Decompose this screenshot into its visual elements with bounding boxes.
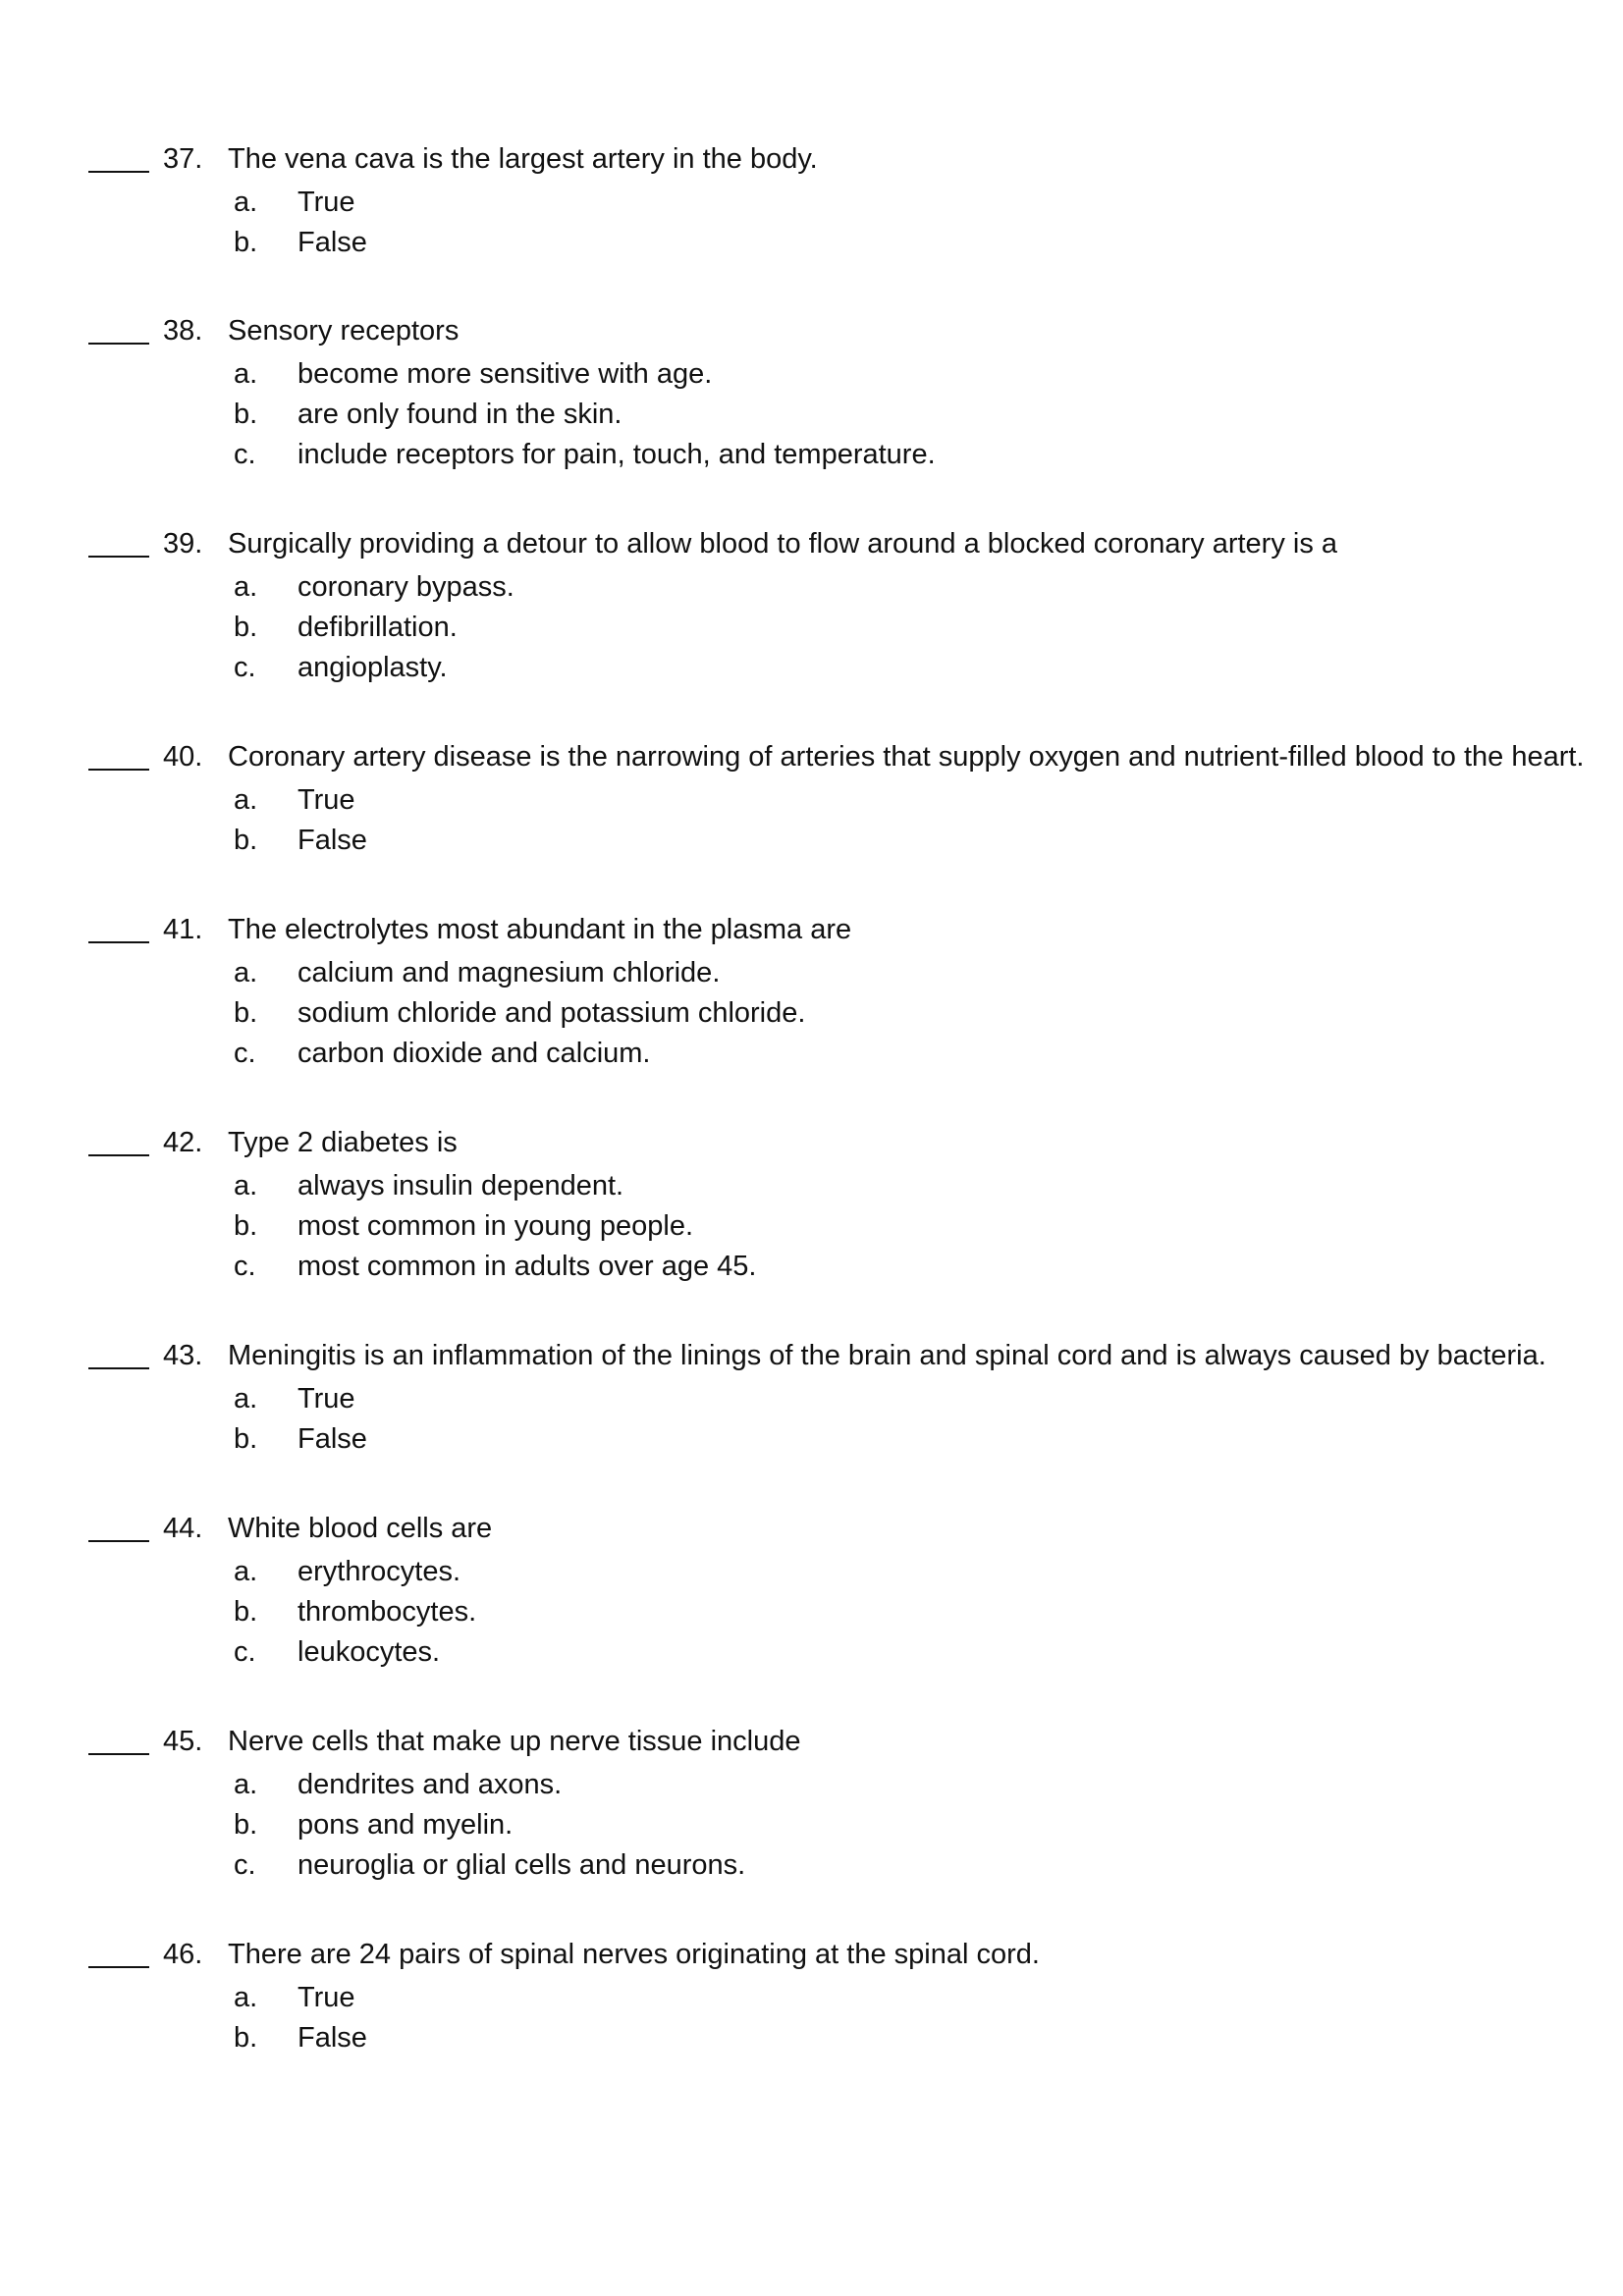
question-line: [0, 311, 1623, 350]
option-list: [0, 1552, 1623, 1673]
option-list: [0, 780, 1623, 861]
question-text: The vena cava is the largest artery in the body.: [228, 143, 818, 175]
option-letter: c.: [234, 1849, 256, 1881]
answer-blank: [88, 343, 149, 345]
answer-blank: [88, 1154, 149, 1156]
option-letter: a.: [234, 957, 258, 988]
option-text: True: [298, 187, 355, 218]
question-number: 44.: [163, 1513, 203, 1544]
question-text: White blood cells are: [228, 1513, 493, 1544]
question-46: [0, 1935, 1623, 2058]
question-number: 45.: [163, 1726, 203, 1757]
option-text: most common in young people.: [298, 1210, 693, 1242]
question-number: 43.: [163, 1340, 203, 1371]
option-b: [0, 2018, 1623, 2058]
option-letter: b.: [234, 1423, 258, 1455]
option-letter: b.: [234, 227, 258, 258]
answer-blank: [88, 1367, 149, 1369]
option-text: are only found in the skin.: [298, 399, 622, 430]
option-letter: a.: [234, 1769, 258, 1800]
question-text: The electrolytes most abundant in the plasma are: [228, 914, 852, 945]
option-text: sodium chloride and potassium chloride.: [298, 997, 806, 1029]
question-37: [0, 139, 1623, 263]
answer-blank: [88, 171, 149, 173]
option-b: [0, 1419, 1623, 1460]
option-letter: b.: [234, 1596, 258, 1628]
question-number: 37.: [163, 143, 203, 175]
option-letter: b.: [234, 997, 258, 1029]
option-text: neuroglia or glial cells and neurons.: [298, 1849, 746, 1881]
option-b: [0, 395, 1623, 435]
question-line: [0, 737, 1623, 776]
option-letter: c.: [234, 1251, 256, 1282]
option-a: [0, 780, 1623, 821]
option-b: [0, 223, 1623, 263]
option-text: include receptors for pain, touch, and temperature.: [298, 439, 936, 470]
option-list: [0, 567, 1623, 688]
option-list: [0, 354, 1623, 475]
option-b: [0, 1805, 1623, 1845]
question-41: [0, 910, 1623, 1074]
option-text: angioplasty.: [298, 652, 448, 683]
question-number: 42.: [163, 1127, 203, 1158]
option-text: False: [298, 1423, 367, 1455]
option-letter: c.: [234, 1038, 256, 1069]
option-text: most common in adults over age 45.: [298, 1251, 757, 1282]
question-text: Meningitis is an inflammation of the linings of the brain and spinal cord and is always caused by bacteria.: [228, 1340, 1546, 1371]
option-letter: b.: [234, 399, 258, 430]
question-44: [0, 1509, 1623, 1673]
question-42: [0, 1123, 1623, 1287]
question-line: [0, 1509, 1623, 1548]
option-a: [0, 953, 1623, 993]
option-text: dendrites and axons.: [298, 1769, 563, 1800]
option-letter: b.: [234, 2022, 258, 2054]
answer-blank: [88, 1540, 149, 1542]
option-letter: c.: [234, 652, 256, 683]
option-a: [0, 183, 1623, 223]
option-list: [0, 1978, 1623, 2058]
option-a: [0, 567, 1623, 608]
question-43: [0, 1336, 1623, 1460]
option-b: [0, 993, 1623, 1034]
option-b: [0, 608, 1623, 648]
question-number: 40.: [163, 741, 203, 773]
option-a: [0, 1765, 1623, 1805]
option-letter: a.: [234, 784, 258, 816]
option-text: erythrocytes.: [298, 1556, 460, 1587]
question-text: Sensory receptors: [228, 315, 460, 347]
answer-blank: [88, 769, 149, 771]
question-38: [0, 311, 1623, 475]
option-a: [0, 1978, 1623, 2018]
question-40: [0, 737, 1623, 861]
option-c: [0, 1632, 1623, 1673]
option-letter: a.: [234, 571, 258, 603]
question-text: Nerve cells that make up nerve tissue include: [228, 1726, 801, 1757]
answer-blank: [88, 1966, 149, 1968]
option-list: [0, 1379, 1623, 1460]
option-text: defibrillation.: [298, 612, 458, 643]
option-text: True: [298, 784, 355, 816]
option-list: [0, 1765, 1623, 1886]
option-list: [0, 953, 1623, 1074]
option-letter: a.: [234, 187, 258, 218]
question-line: [0, 1722, 1623, 1761]
question-number: 46.: [163, 1939, 203, 1970]
option-letter: a.: [234, 1556, 258, 1587]
question-line: [0, 1336, 1623, 1375]
option-list: [0, 183, 1623, 263]
option-letter: a.: [234, 1383, 258, 1415]
option-a: [0, 1552, 1623, 1592]
option-text: pons and myelin.: [298, 1809, 514, 1841]
option-text: calcium and magnesium chloride.: [298, 957, 721, 988]
question-number: 41.: [163, 914, 203, 945]
option-text: coronary bypass.: [298, 571, 514, 603]
option-letter: b.: [234, 1210, 258, 1242]
option-text: carbon dioxide and calcium.: [298, 1038, 651, 1069]
option-letter: b.: [234, 1809, 258, 1841]
option-text: always insulin dependent.: [298, 1170, 624, 1201]
question-number: 39.: [163, 528, 203, 560]
option-c: [0, 1845, 1623, 1886]
option-text: become more sensitive with age.: [298, 358, 713, 390]
question-text: Surgically providing a detour to allow blood to flow around a blocked coronary artery is a: [228, 528, 1338, 560]
option-text: thrombocytes.: [298, 1596, 477, 1628]
option-c: [0, 435, 1623, 475]
option-a: [0, 1166, 1623, 1206]
question-line: [0, 1935, 1623, 1974]
option-text: False: [298, 825, 367, 856]
question-number: 38.: [163, 315, 203, 347]
answer-blank: [88, 1753, 149, 1755]
option-list: [0, 1166, 1623, 1287]
question-line: [0, 1123, 1623, 1162]
question-text: There are 24 pairs of spinal nerves originating at the spinal cord.: [228, 1939, 1040, 1970]
option-b: [0, 1592, 1623, 1632]
question-45: [0, 1722, 1623, 1886]
option-text: leukocytes.: [298, 1636, 441, 1668]
option-letter: c.: [234, 1636, 256, 1668]
question-line: [0, 910, 1623, 949]
option-letter: c.: [234, 439, 256, 470]
question-line: [0, 524, 1623, 563]
option-b: [0, 821, 1623, 861]
option-c: [0, 1034, 1623, 1074]
option-text: True: [298, 1982, 355, 2013]
option-text: False: [298, 2022, 367, 2054]
question-line: [0, 139, 1623, 179]
option-b: [0, 1206, 1623, 1247]
option-c: [0, 648, 1623, 688]
option-letter: a.: [234, 358, 258, 390]
question-text: Coronary artery disease is the narrowing of arteries that supply oxygen and nutrient-filled blood to the heart.: [228, 741, 1585, 773]
option-c: [0, 1247, 1623, 1287]
option-a: [0, 354, 1623, 395]
option-text: True: [298, 1383, 355, 1415]
option-text: False: [298, 227, 367, 258]
answer-blank: [88, 941, 149, 943]
question-39: [0, 524, 1623, 688]
option-a: [0, 1379, 1623, 1419]
option-letter: b.: [234, 612, 258, 643]
option-letter: a.: [234, 1170, 258, 1201]
option-letter: a.: [234, 1982, 258, 2013]
option-letter: b.: [234, 825, 258, 856]
answer-blank: [88, 556, 149, 558]
question-text: Type 2 diabetes is: [228, 1127, 458, 1158]
